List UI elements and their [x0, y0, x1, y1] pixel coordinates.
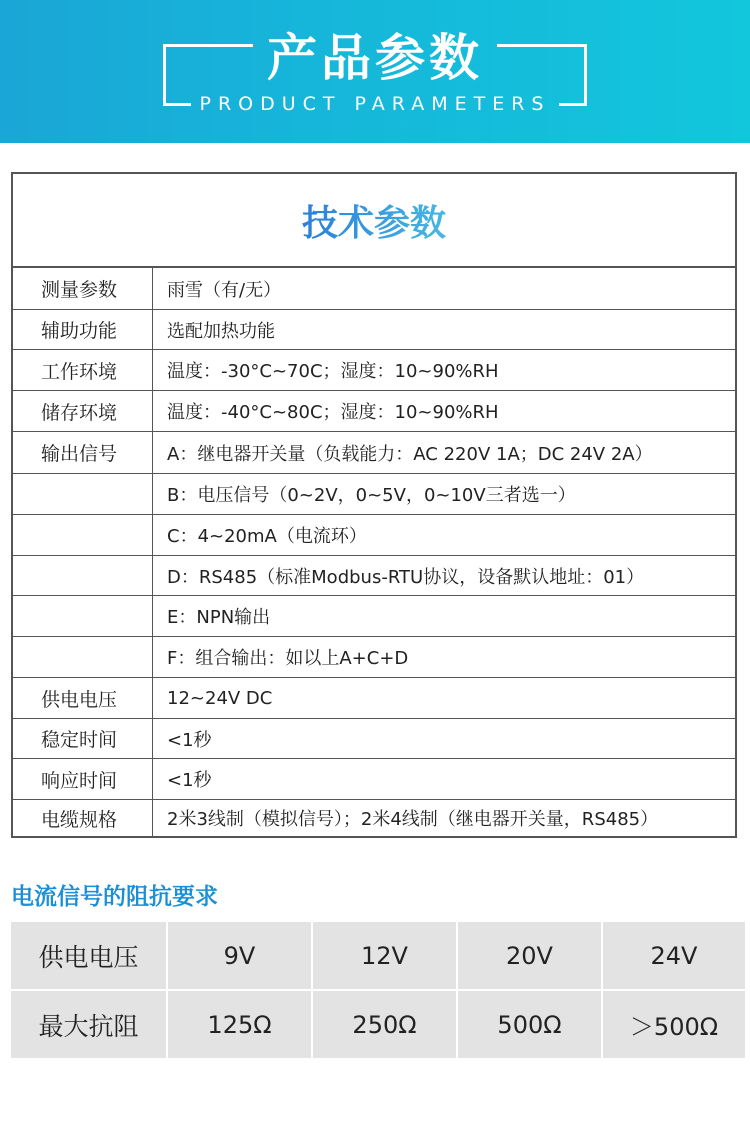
spec-table-title: 技术参数 [13, 174, 735, 268]
table-row [13, 596, 735, 637]
row-value: B：电压信号（0~2V，0~5V，0~10V三者选一） [167, 485, 576, 506]
row-label: 辅助功能 [13, 310, 153, 349]
row-label [13, 474, 153, 514]
row-value: C：4~20mA（电流环） [167, 526, 367, 547]
row-label: 响应时间 [13, 759, 153, 799]
row-value: <1秒 [167, 770, 212, 791]
impedance-header-cell: 供电电压 [11, 922, 166, 989]
row-value: 温度：-30°C~70C；湿度：10~90%RH [167, 361, 499, 382]
row-value: 2米3线制（模拟信号）；2米4线制（继电器开关量，RS485） [167, 809, 659, 830]
row-value: <1秒 [167, 729, 212, 751]
row-label: 稳定时间 [13, 719, 153, 758]
row-label: 工作环境 [13, 350, 153, 390]
bracket-bottom-left [163, 103, 191, 106]
impedance-cell: 500Ω [458, 991, 601, 1058]
row-label [13, 637, 153, 677]
row-label [13, 515, 153, 555]
table-row [13, 268, 735, 310]
row-value: 雨雪（有/无） [167, 279, 282, 301]
impedance-cell: 250Ω [313, 991, 456, 1058]
table-row [13, 637, 735, 678]
impedance-header-cell: 最大抗阻 [11, 991, 166, 1058]
impedance-cell: 9V [168, 922, 311, 989]
row-value: F：组合输出：如以上A+C+D [167, 648, 409, 669]
impedance-cell: 24V [603, 922, 745, 989]
impedance-cell: 12V [313, 922, 456, 989]
impedance-cell: ＞500Ω [603, 991, 745, 1058]
row-label [13, 556, 153, 595]
row-value: E：NPN输出 [167, 607, 271, 628]
impedance-heading: 电流信号的阻抗要求 [11, 884, 218, 910]
row-label [13, 596, 153, 636]
impedance-table [11, 922, 737, 1058]
page-subtitle: PRODUCT PARAMETERS [199, 93, 551, 115]
table-row [13, 678, 735, 719]
table-row [13, 474, 735, 515]
bracket-top-right [497, 44, 587, 47]
header-banner [0, 0, 750, 143]
row-value: 12~24V DC [167, 687, 273, 709]
table-row [13, 310, 735, 350]
table-row [13, 391, 735, 432]
row-label: 测量参数 [13, 268, 153, 309]
table-row [13, 800, 735, 836]
row-label: 储存环境 [13, 391, 153, 431]
row-label: 输出信号 [13, 432, 153, 473]
row-label: 电缆规格 [13, 800, 153, 836]
spec-table [11, 172, 737, 838]
row-label: 供电电压 [13, 678, 153, 718]
table-row [13, 350, 735, 391]
table-row [13, 719, 735, 759]
impedance-cell: 20V [458, 922, 601, 989]
table-row [13, 759, 735, 800]
table-row [13, 432, 735, 474]
impedance-cell: 125Ω [168, 991, 311, 1058]
row-value: 选配加热功能 [167, 320, 275, 342]
bracket-left-vertical [163, 44, 166, 106]
row-value: 温度：-40°C~80C；湿度：10~90%RH [167, 402, 499, 423]
page-title: 产品参数 [267, 29, 483, 87]
bracket-top-left [163, 44, 253, 47]
row-value: D：RS485（标准Modbus-RTU协议，设备默认地址：01） [167, 566, 645, 588]
table-row [13, 515, 735, 556]
bracket-bottom-right [559, 103, 587, 106]
table-row [13, 556, 735, 596]
row-value: A：继电器开关量（负载能力：AC 220V 1A；DC 24V 2A） [167, 443, 653, 465]
bracket-right-vertical [584, 44, 587, 106]
